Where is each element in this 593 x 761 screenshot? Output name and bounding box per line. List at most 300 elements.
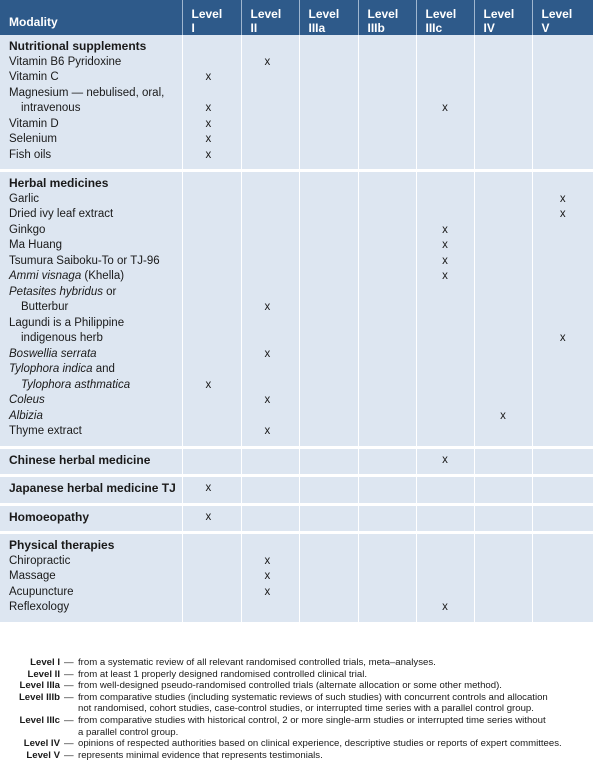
evidence-mark — [242, 538, 299, 554]
evidence-mark — [300, 254, 358, 270]
evidence-mark — [300, 207, 358, 223]
evidence-mark — [417, 192, 474, 208]
modality-name — [0, 362, 182, 393]
evidence-mark — [475, 554, 532, 570]
evidence-mark-spacer — [417, 86, 474, 102]
modality-text: Reflexology — [9, 601, 69, 613]
header-level-word: Level — [484, 7, 532, 21]
evidence-mark — [417, 55, 474, 71]
evidence-mark — [475, 148, 532, 164]
evidence-mark — [300, 300, 358, 316]
evidence-mark — [417, 70, 474, 86]
level-cell — [416, 447, 474, 476]
evidence-mark — [183, 347, 241, 363]
legend-text: opinions of respected authorities based on clinical experience, descriptive studies or reports of expert committees. — [78, 738, 593, 750]
evidence-mark-spacer — [300, 316, 358, 332]
evidence-mark-spacer — [533, 362, 593, 378]
modality-cell — [0, 447, 182, 476]
evidence-mark — [183, 176, 241, 192]
evidence-mark — [300, 132, 358, 148]
evidence-mark-spacer — [417, 285, 474, 301]
evidence-mark: x — [533, 331, 593, 347]
evidence-mark — [475, 238, 532, 254]
modality-text: Acupuncture — [9, 586, 74, 598]
evidence-mark-spacer — [359, 362, 416, 378]
evidence-mark — [359, 254, 416, 270]
modality-name — [0, 223, 182, 239]
evidence-mark — [242, 70, 299, 86]
evidence-mark — [359, 538, 416, 554]
legend-dash: — — [64, 750, 78, 761]
legend-row — [0, 715, 593, 727]
evidence-mark — [475, 117, 532, 133]
legend-text: not randomised, cohort studies, case-control studies, or interrupted time series with a parallel control group. — [78, 703, 593, 715]
modality-text: Fish oils — [9, 149, 51, 161]
legend-dash — [64, 727, 78, 739]
evidence-mark — [417, 554, 474, 570]
evidence-mark — [242, 117, 299, 133]
header-level-code: II — [251, 21, 299, 35]
level-cell — [474, 35, 532, 171]
level-cell — [358, 476, 416, 505]
evidence-mark — [359, 409, 416, 425]
evidence-mark — [300, 585, 358, 601]
level-cell — [532, 476, 593, 505]
evidence-mark — [359, 347, 416, 363]
evidence-mark — [359, 101, 416, 117]
legend-text: from at least 1 properly designed randomised controlled clinical trial. — [78, 669, 593, 681]
group-title: Physical therapies — [0, 538, 182, 554]
evidence-mark: x — [183, 117, 241, 133]
evidence-mark — [183, 453, 241, 469]
legend-dash: — — [64, 692, 78, 704]
modality-text: Petasites hybridus — [9, 286, 103, 298]
modality-name — [0, 600, 182, 616]
evidence-mark — [183, 300, 241, 316]
group-row — [0, 476, 593, 505]
legend-text: from comparative studies with historical control, 2 or more single-arm studies or interrupted time series without — [78, 715, 593, 727]
evidence-mark — [242, 600, 299, 616]
evidence-mark-spacer — [183, 86, 241, 102]
evidence-mark — [533, 55, 593, 71]
evidence-mark — [300, 510, 358, 526]
evidence-mark — [183, 409, 241, 425]
modality-name — [0, 554, 182, 570]
modality-text: Tylophora indica — [9, 363, 93, 375]
evidence-mark — [359, 39, 416, 55]
modality-text: Magnesium — nebulised, oral, — [9, 87, 164, 99]
legend-row — [0, 738, 593, 750]
level-cell — [241, 35, 299, 171]
evidence-mark — [475, 207, 532, 223]
legend-row — [0, 657, 593, 669]
level-cell — [241, 476, 299, 505]
evidence-mark — [242, 207, 299, 223]
evidence-mark — [475, 132, 532, 148]
evidence-mark — [533, 39, 593, 55]
level-cell — [182, 171, 241, 448]
modality-name — [0, 238, 182, 254]
evidence-mark — [183, 554, 241, 570]
evidence-mark — [359, 238, 416, 254]
evidence-mark — [242, 510, 299, 526]
evidence-mark — [183, 192, 241, 208]
level-cell — [182, 476, 241, 505]
level-cell — [358, 171, 416, 448]
evidence-mark — [533, 378, 593, 394]
evidence-mark — [475, 538, 532, 554]
header-level-code: IV — [484, 21, 532, 35]
evidence-mark — [533, 554, 593, 570]
header-level-code: IIIa — [309, 21, 358, 35]
evidence-mark — [300, 393, 358, 409]
legend-row — [0, 669, 593, 681]
header-level-code: I — [192, 21, 241, 35]
level-cell — [299, 504, 358, 533]
modality-text: Vitamin B6 Pyridoxine — [9, 56, 121, 68]
modality-group — [0, 35, 593, 171]
group-row — [0, 504, 593, 533]
evidence-mark — [359, 223, 416, 239]
header-level-5 — [532, 0, 593, 35]
evidence-mark — [359, 148, 416, 164]
level-cell — [474, 533, 532, 622]
evidence-mark — [475, 39, 532, 55]
legend-row — [0, 727, 593, 739]
evidence-mark — [417, 538, 474, 554]
evidence-mark — [183, 393, 241, 409]
evidence-mark: x — [183, 148, 241, 164]
modality-group — [0, 476, 593, 505]
evidence-mark — [242, 176, 299, 192]
evidence-mark: x — [417, 101, 474, 117]
evidence-mark — [417, 39, 474, 55]
evidence-mark-spacer — [300, 285, 358, 301]
level-cell — [416, 171, 474, 448]
modality-text: Massage — [9, 570, 56, 582]
modality-name — [0, 55, 182, 71]
evidence-mark: x — [533, 207, 593, 223]
level-cell — [474, 476, 532, 505]
evidence-mark — [359, 55, 416, 71]
header-modality: Modality — [0, 0, 182, 35]
legend-row — [0, 750, 593, 761]
modality-name — [0, 393, 182, 409]
legend-dash: — — [64, 738, 78, 750]
evidence-mark: x — [417, 269, 474, 285]
modality-name — [0, 585, 182, 601]
legend-text: from comparative studies (including systematic reviews of such studies) with concurrent controls and allocation — [78, 692, 593, 704]
level-cell — [416, 504, 474, 533]
evidence-mark — [359, 569, 416, 585]
evidence-mark-spacer — [533, 285, 593, 301]
evidence-mark-spacer — [417, 362, 474, 378]
legend-key: Level IIIb — [0, 692, 64, 704]
modality-cell — [0, 476, 182, 505]
evidence-mark — [359, 300, 416, 316]
level-cell — [358, 447, 416, 476]
evidence-mark — [359, 331, 416, 347]
modality-text: Ginkgo — [9, 224, 45, 236]
evidence-mark: x — [417, 238, 474, 254]
modality-text: Coleus — [9, 394, 45, 406]
modality-text: Thyme extract — [9, 425, 82, 437]
level-cell — [241, 504, 299, 533]
level-cell — [532, 35, 593, 171]
legend-dash: — — [64, 669, 78, 681]
evidence-mark — [242, 148, 299, 164]
evidence-mark — [300, 223, 358, 239]
modality-text: Dried ivy leaf extract — [9, 208, 113, 220]
evidence-mark — [242, 192, 299, 208]
evidence-mark — [359, 393, 416, 409]
modality-text: and — [93, 363, 115, 375]
evidence-mark-spacer — [183, 316, 241, 332]
modality-group — [0, 533, 593, 622]
level-cell — [182, 533, 241, 622]
legend-text: represents minimal evidence that represents testimonials. — [78, 750, 593, 761]
evidence-mark — [417, 300, 474, 316]
evidence-mark: x — [242, 347, 299, 363]
evidence-mark — [359, 176, 416, 192]
header-level-word: Level — [368, 7, 416, 21]
evidence-mark — [417, 424, 474, 440]
evidence-mark — [300, 39, 358, 55]
evidence-mark: x — [242, 554, 299, 570]
evidence-mark — [475, 510, 532, 526]
evidence-mark — [475, 192, 532, 208]
evidence-mark — [475, 569, 532, 585]
evidence-mark — [300, 569, 358, 585]
evidence-mark — [475, 70, 532, 86]
level-cell — [182, 504, 241, 533]
level-cell — [241, 533, 299, 622]
evidence-mark-spacer — [242, 362, 299, 378]
evidence-mark-spacer — [359, 86, 416, 102]
header-level-1 — [182, 0, 241, 35]
evidence-mark — [183, 223, 241, 239]
modality-text: Ma Huang — [9, 239, 62, 251]
evidence-mark — [475, 176, 532, 192]
modality-text-continued: indigenous herb — [9, 331, 178, 347]
evidence-mark — [417, 347, 474, 363]
modality-cell — [0, 504, 182, 533]
level-cell — [474, 447, 532, 476]
evidence-mark — [533, 481, 593, 497]
group-title: Nutritional supplements — [0, 39, 182, 55]
modality-text: or — [103, 286, 116, 298]
modality-name — [0, 70, 182, 86]
header-level-code: IIIc — [426, 21, 474, 35]
evidence-mark — [475, 378, 532, 394]
evidence-mark — [183, 39, 241, 55]
header-level-word: Level — [192, 7, 241, 21]
legend-key: Level IIIc — [0, 715, 64, 727]
level-cell — [299, 533, 358, 622]
evidence-mark — [533, 238, 593, 254]
evidence-mark — [533, 300, 593, 316]
evidence-mark — [183, 569, 241, 585]
evidence-mark: x — [533, 192, 593, 208]
evidence-mark — [417, 207, 474, 223]
evidence-mark-spacer — [300, 86, 358, 102]
evidence-mark: x — [417, 223, 474, 239]
evidence-mark — [183, 207, 241, 223]
level-cell — [358, 533, 416, 622]
evidence-mark — [359, 132, 416, 148]
level-cell — [182, 35, 241, 171]
modality-text-continued: Tylophora asthmatica — [9, 378, 178, 394]
evidence-mark — [533, 101, 593, 117]
evidence-mark — [300, 192, 358, 208]
evidence-mark — [242, 223, 299, 239]
level-cell — [182, 447, 241, 476]
evidence-mark — [359, 207, 416, 223]
evidence-mark — [183, 269, 241, 285]
evidence-mark-spacer — [475, 285, 532, 301]
modality-name — [0, 207, 182, 223]
group-title: Japanese herbal medicine TJ — [0, 481, 182, 497]
header-level-3a — [299, 0, 358, 35]
evidence-mark — [359, 70, 416, 86]
header-level-word: Level — [542, 7, 593, 21]
evidence-mark — [533, 409, 593, 425]
modality-group — [0, 447, 593, 476]
modality-text: Boswellia serrata — [9, 348, 97, 360]
evidence-mark-spacer — [183, 285, 241, 301]
evidence-mark: x — [183, 378, 241, 394]
evidence-mark — [183, 55, 241, 71]
group-row — [0, 35, 593, 171]
evidence-mark — [242, 453, 299, 469]
evidence-mark — [300, 238, 358, 254]
group-row — [0, 171, 593, 448]
evidence-mark: x — [242, 569, 299, 585]
evidence-mark — [359, 117, 416, 133]
evidence-mark — [475, 585, 532, 601]
evidence-mark-spacer — [475, 316, 532, 332]
legend-text: from a systematic review of all relevant randomised controlled trials, meta–analyses. — [78, 657, 593, 669]
evidence-mark — [533, 347, 593, 363]
level-cell — [532, 171, 593, 448]
modality-name — [0, 254, 182, 270]
evidence-mark: x — [183, 101, 241, 117]
level-cell — [299, 476, 358, 505]
evidence-mark — [183, 538, 241, 554]
evidence-mark — [533, 132, 593, 148]
evidence-mark-spacer — [300, 362, 358, 378]
legend-key — [0, 703, 64, 715]
legend-row — [0, 680, 593, 692]
evidence-mark: x — [242, 585, 299, 601]
legend-row — [0, 703, 593, 715]
level-cell — [474, 504, 532, 533]
modality-text: Vitamin C — [9, 71, 59, 83]
evidence-mark — [533, 600, 593, 616]
evidence-mark — [533, 585, 593, 601]
legend-dash: — — [64, 680, 78, 692]
evidence-mark — [533, 223, 593, 239]
evidence-mark — [533, 148, 593, 164]
evidence-mark — [242, 101, 299, 117]
modality-text: Lagundi is a Philippine — [9, 317, 124, 329]
legend-key: Level IIIa — [0, 680, 64, 692]
level-cell — [532, 447, 593, 476]
modality-name — [0, 424, 182, 440]
evidence-mark — [183, 238, 241, 254]
modality-name — [0, 192, 182, 208]
level-cell — [358, 504, 416, 533]
evidence-mark — [417, 409, 474, 425]
evidence-mark-spacer — [533, 316, 593, 332]
legend-text: from well-designed pseudo-randomised controlled trials (alternate allocation or some other method). — [78, 680, 593, 692]
legend-key: Level V — [0, 750, 64, 761]
evidence-mark — [417, 117, 474, 133]
modality-text: Albizia — [9, 410, 43, 422]
header-level-3c — [416, 0, 474, 35]
evidence-mark-spacer — [242, 86, 299, 102]
evidence-mark: x — [417, 600, 474, 616]
modality-name — [0, 347, 182, 363]
level-cell — [358, 35, 416, 171]
level-cell — [299, 171, 358, 448]
level-cell — [416, 476, 474, 505]
modality-text-continued: intravenous — [9, 101, 178, 117]
evidence-mark — [242, 409, 299, 425]
modality-text: Tsumura Saiboku-To or TJ-96 — [9, 255, 160, 267]
evidence-mark — [533, 538, 593, 554]
modality-name — [0, 316, 182, 347]
legend-key: Level I — [0, 657, 64, 669]
evidence-mark — [417, 569, 474, 585]
group-row — [0, 533, 593, 622]
group-row — [0, 447, 593, 476]
evidence-mark — [475, 254, 532, 270]
evidence-mark: x — [183, 70, 241, 86]
evidence-mark — [475, 393, 532, 409]
evidence-mark — [359, 378, 416, 394]
modality-text-continued: Butterbur — [9, 300, 178, 316]
evidence-mark — [533, 510, 593, 526]
evidence-mark-spacer — [533, 86, 593, 102]
header-level-4 — [474, 0, 532, 35]
evidence-mark — [475, 101, 532, 117]
evidence-mark — [417, 481, 474, 497]
evidence-mark — [475, 600, 532, 616]
modality-cell — [0, 35, 182, 171]
evidence-mark — [300, 424, 358, 440]
evidence-mark — [300, 538, 358, 554]
evidence-mark: x — [417, 254, 474, 270]
evidence-mark — [533, 569, 593, 585]
evidence-mark — [417, 510, 474, 526]
evidence-mark — [475, 300, 532, 316]
evidence-mark — [359, 269, 416, 285]
evidence-mark — [300, 481, 358, 497]
evidence-mark — [183, 254, 241, 270]
evidence-mark — [300, 55, 358, 71]
evidence-mark — [242, 331, 299, 347]
evidence-mark — [359, 481, 416, 497]
level-cell — [299, 35, 358, 171]
evidence-mark — [300, 101, 358, 117]
evidence-mark — [183, 424, 241, 440]
evidence-mark — [359, 192, 416, 208]
legend-text: a parallel control group. — [78, 727, 593, 739]
legend-row — [0, 692, 593, 704]
evidence-mark: x — [417, 453, 474, 469]
evidence-mark — [417, 393, 474, 409]
